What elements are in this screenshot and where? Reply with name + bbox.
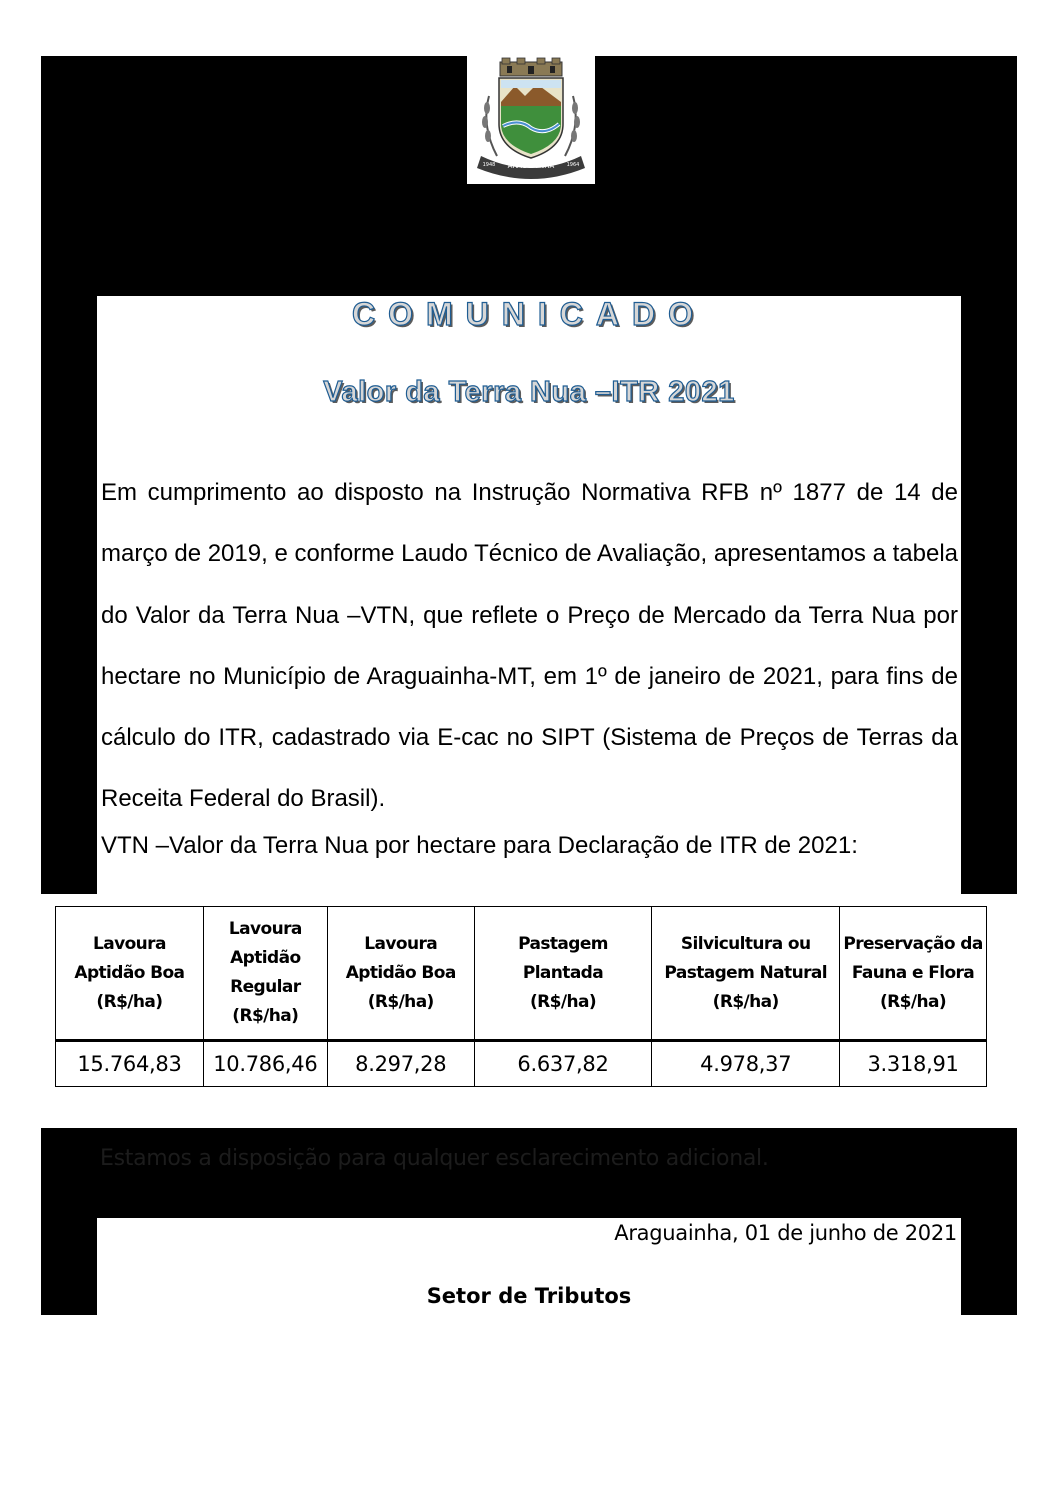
document-subtitle: Valor da Terra Nua –ITR 2021 [323,376,735,408]
coat-of-arms-icon [467,56,595,184]
table-header-row [56,907,987,1041]
body-paragraph: Em cumprimento ao disposto na Instrução Normativa RFB nº 1877 de 14 de março de 2019, e conforme Laudo Técnico de Avaliação, apresentamos a tabela do Valor da Terra Nua –VTN, que reflete o Preço de Mercado da Terra Nua por hectare no Município de Araguainha-MT, em 1º de janeiro de 2021, para fins de cálculo do ITR, cadastrado via E-cac no SIPT (Sistema de Preços de Terras da Receita Federal do Brasil). [101,479,959,813]
closing-sentence: Estamos a disposição para qualquer esclarecimento adicional. [100,1146,769,1171]
table-value-cell: 8.297,28 [327,1041,474,1087]
crest-year-left: 1948 [482,162,496,168]
table-header-cell: Lavoura Aptidão Boa (R$/ha) [56,907,204,1041]
table-value-cell: 6.637,82 [474,1041,652,1087]
document-heading: COMUNICADO [352,296,706,332]
place-and-date: Araguainha, 01 de junho de 2021 [614,1221,957,1245]
table-header-cell: Preservação da Fauna e Flora (R$/ha) [840,907,987,1041]
table-value-cell: 4.978,37 [652,1041,840,1087]
table-header-cell: Lavoura Aptidão Regular (R$/ha) [203,907,327,1041]
table-header-cell: Pastagem Plantada (R$/ha) [474,907,652,1041]
vtn-intro-line: VTN –Valor da Terra Nua por hectare para Declaração de ITR de 2021: [101,832,858,859]
table-value-cell: 15.764,83 [56,1041,204,1087]
municipal-coat-of-arms [467,56,595,184]
crest-ribbon-text: ARAGUAINHA [507,162,555,170]
table-header-cell: Lavoura Aptidão Boa (R$/ha) [327,907,474,1041]
table-value-cell: 3.318,91 [840,1041,987,1087]
table-value-cell: 10.786,46 [203,1041,327,1087]
table-row [56,1041,987,1087]
signature-department: Setor de Tributos [426,1284,632,1308]
vtn-table [55,906,987,1087]
crest-year-right: 1964 [566,162,580,168]
table-header-cell: Silvicultura ou Pastagem Natural (R$/ha) [652,907,840,1041]
